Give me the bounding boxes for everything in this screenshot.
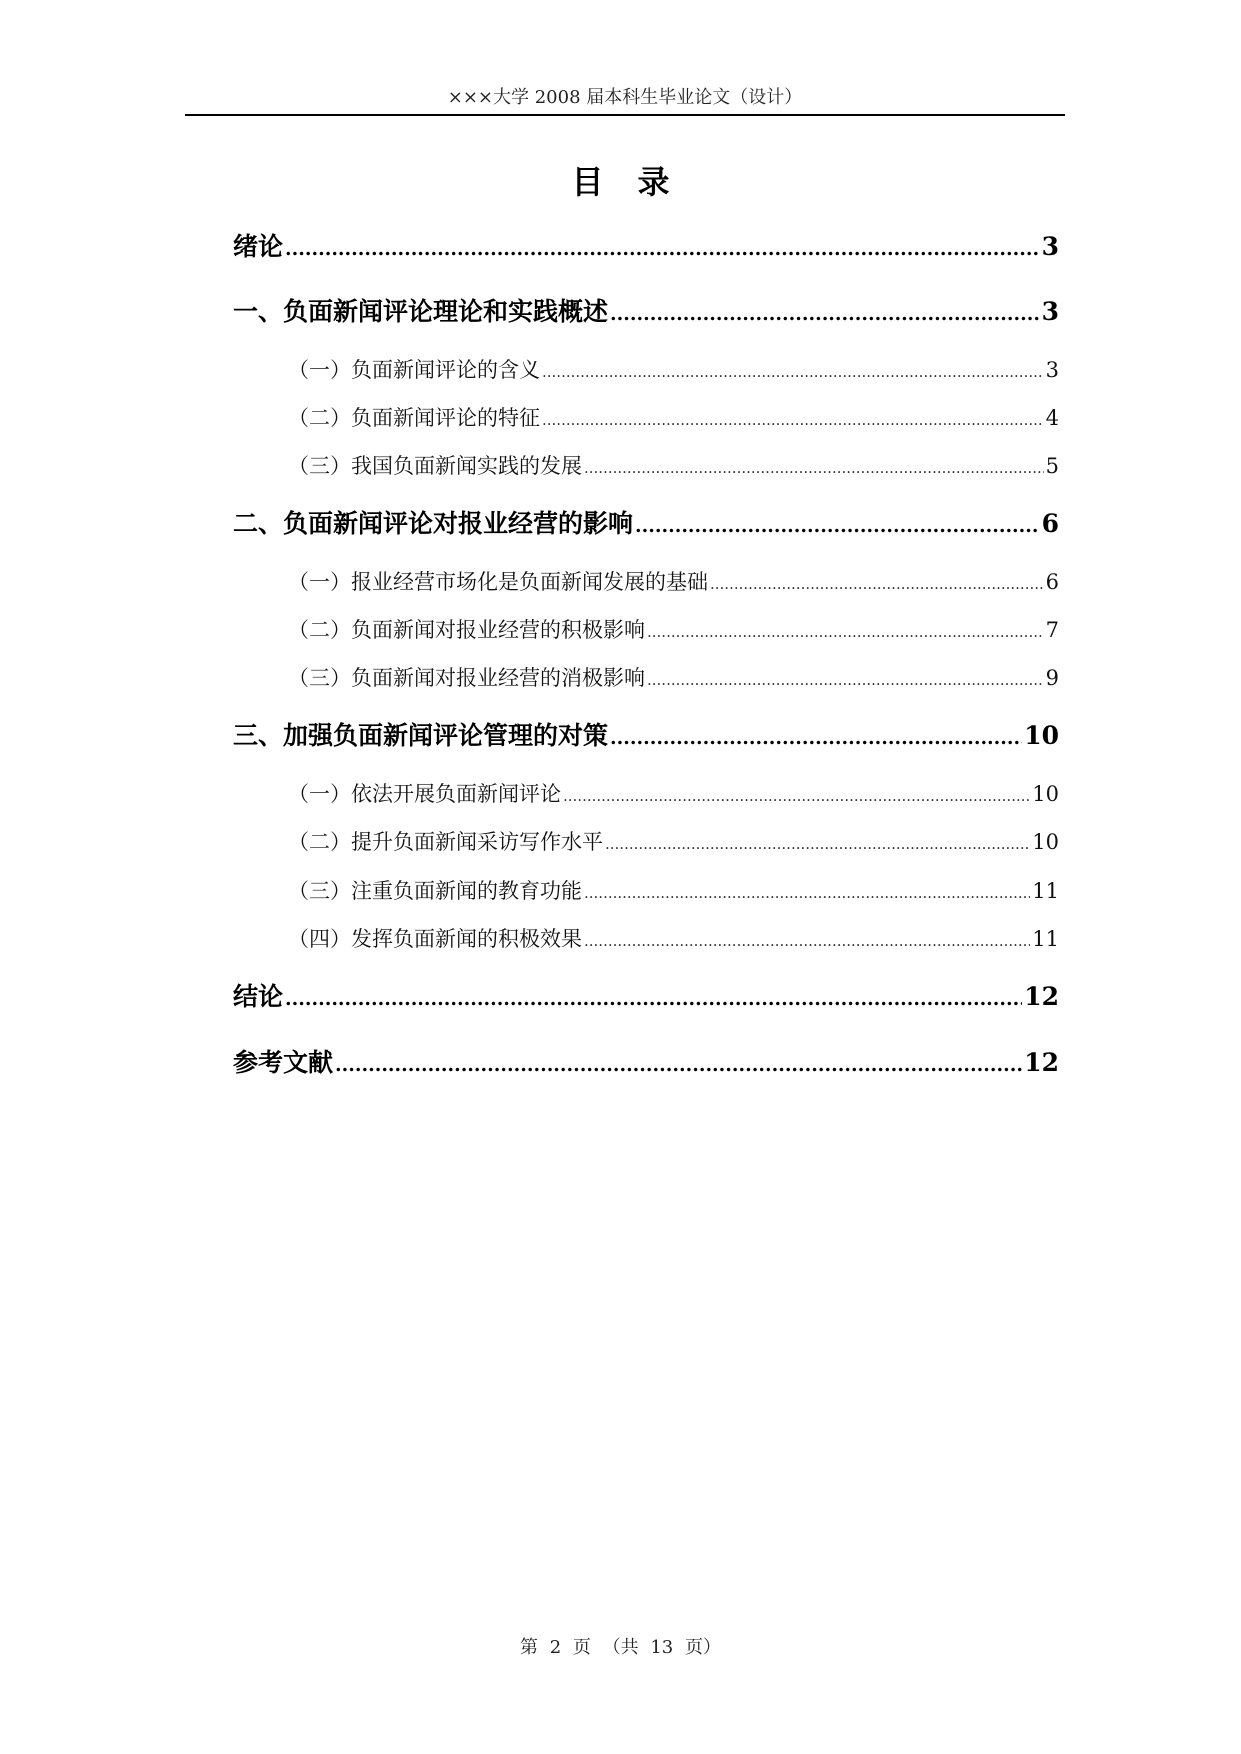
toc-entry-section-2-1[interactable] [288,567,1059,599]
toc-entry-conclusion[interactable] [233,980,1059,1016]
toc-entry-label: （三）负面新闻对报业经营的消极影响 [288,666,645,690]
toc-entry-label: （一）报业经营市场化是负面新闻发展的基础 [288,570,708,594]
toc-entry-page: 12 [1024,1048,1059,1077]
toc-entry-label: 二、负面新闻评论对报业经营的影响 [233,509,634,538]
toc-title: 目录 [571,163,704,201]
page-header: ×××大学 2008 届本科生毕业论文（设计） [447,87,803,108]
toc-entry-page: 9 [1045,666,1059,690]
toc-entry-label: 参考文献 [233,1048,334,1077]
toc-entry-section-3-4[interactable] [288,924,1059,956]
toc-entry-page: 6 [1045,570,1059,594]
toc-entry-label: 结论 [233,982,284,1011]
toc-entry-section-1-3[interactable] [288,451,1059,483]
toc-entry-label: 三、加强负面新闻评论管理的对策 [233,721,609,750]
toc-entry-page: 11 [1032,879,1059,903]
toc-entry-chapter-3[interactable] [233,719,1059,755]
toc-entry-section-3-2[interactable] [288,827,1059,859]
toc-entry-page: 12 [1024,982,1059,1011]
toc-entry-chapter-1[interactable] [233,295,1059,331]
toc-entry-chapter-2[interactable] [233,507,1059,543]
toc-entry-label: （一）负面新闻评论的含义 [288,358,540,382]
toc-entry-label: 一、负面新闻评论理论和实践概述 [233,297,609,326]
toc-entry-references[interactable] [233,1046,1059,1082]
page-footer: 第 2 页 （共 13 页） [520,1637,721,1658]
toc-entry-section-2-2[interactable] [288,615,1059,647]
toc-entry-section-1-1[interactable] [288,355,1059,387]
toc-entry-page: 3 [1041,297,1059,326]
toc-entry-label: （二）负面新闻评论的特征 [288,406,540,430]
toc-entry-page: 10 [1032,830,1059,854]
toc-entry-page: 3 [1041,232,1059,261]
toc-entry-label: （三）我国负面新闻实践的发展 [288,454,582,478]
toc-entry-label: （二）负面新闻对报业经营的积极影响 [288,618,645,642]
toc-entry-section-1-2[interactable] [288,403,1059,435]
toc-entry-page: 10 [1032,782,1059,806]
toc-entry-page: 5 [1045,454,1059,478]
toc-entry-label: （二）提升负面新闻采访写作水平 [288,830,603,854]
toc-entry-page: 6 [1041,509,1059,538]
toc-entry-section-3-3[interactable] [288,876,1059,908]
toc-entry-page: 7 [1045,618,1059,642]
toc-entry-label: （四）发挥负面新闻的积极效果 [288,927,582,951]
toc-entry-page: 4 [1045,406,1059,430]
header-divider [185,114,1065,116]
toc-entry-label: 绪论 [233,232,284,261]
toc-entry-page: 10 [1024,721,1059,750]
toc-entry-label: （一）依法开展负面新闻评论 [288,782,561,806]
toc-entry-section-3-1[interactable] [288,779,1059,811]
toc-entry-page: 3 [1045,358,1059,382]
toc-entry-section-2-3[interactable] [288,663,1059,695]
toc-entry-label: （三）注重负面新闻的教育功能 [288,879,582,903]
toc-entry-introduction[interactable] [233,230,1059,266]
toc-entry-page: 11 [1032,927,1059,951]
